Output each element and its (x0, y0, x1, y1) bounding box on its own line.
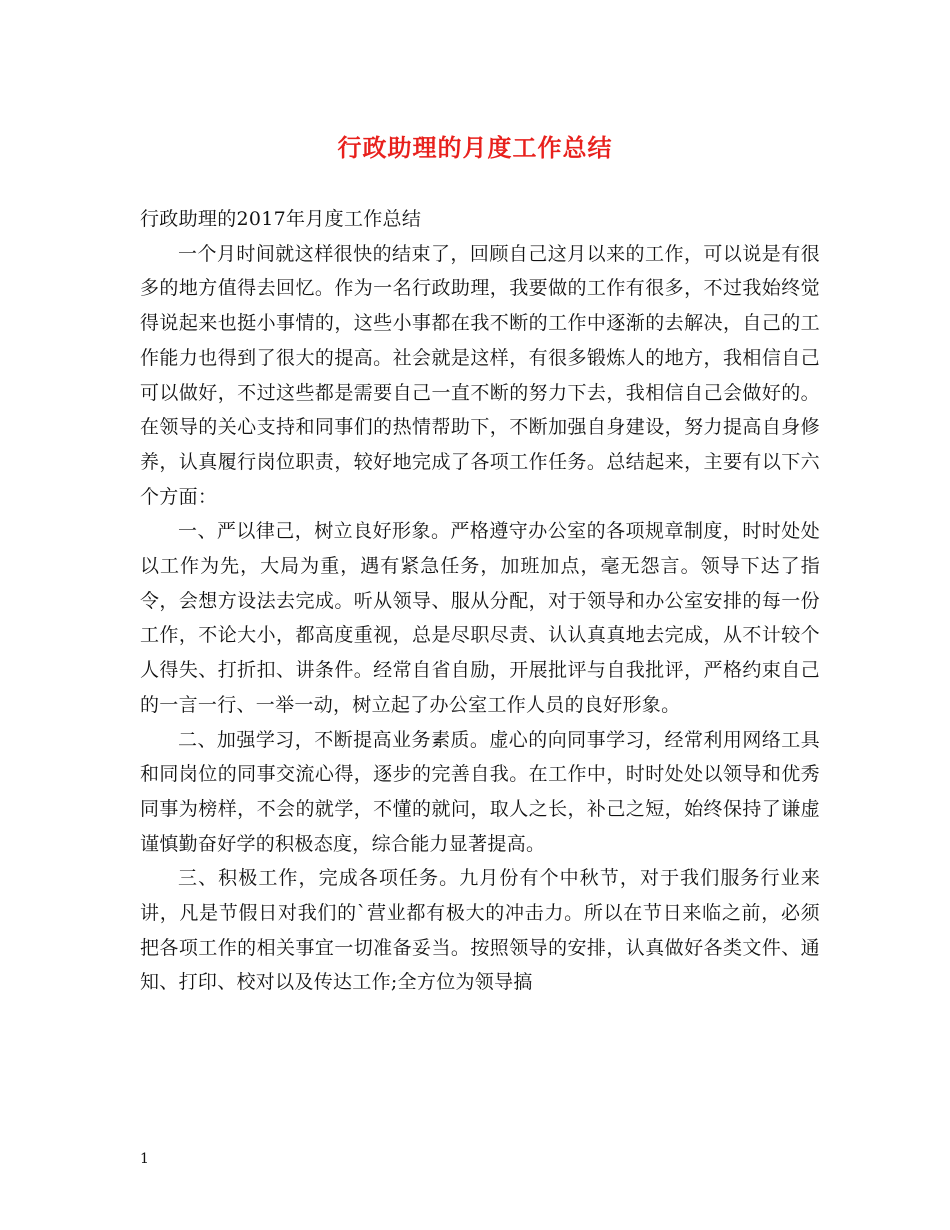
paragraph-point-two: 二、加强学习，不断提高业务素质。虚心的向同事学习，经常利用网络工具和同岗位的同事交流心得，逐步的完善自我。在工作中，时时处处以领导和优秀同事为榜样，不会的就学，不懂的就问，取人之长，补己之短，始终保持了谦虚谨慎勤奋好学的积极态度，综合能力显著提高。 (140, 728, 820, 855)
paragraph-point-one: 一、严以律己，树立良好形象。严格遵守办公室的各项规章制度，时时处处以工作为先，大局为重，遇有紧急任务，加班加点，毫无怨言。领导下达了指令，会想方设法去完成。听从领导、服从分配，对于领导和办公室安排的每一份工作，不论大小，都高度重视，总是尽职尽责、认认真真地去完成，从不计较个人得失、打折扣、讲条件。经常自省自励，开展批评与自我批评，严格约束自己的一言一行、一举一动，树立起了办公室工作人员的良好形象。 (140, 520, 820, 716)
paragraph-point-three: 三、积极工作，完成各项任务。九月份有个中秋节，对于我们服务行业来讲，凡是节假日对我们的`营业都有极大的冲击力。所以在节日来临之前，必须把各项工作的相关事宜一切准备妥当。按照领导的安排，认真做好各类文件、通知、打印、校对以及传达工作;全方位为领导搞 (140, 867, 820, 994)
page-number: 1 (140, 1151, 149, 1167)
document-title: 行政助理的月度工作总结 (337, 133, 613, 162)
document-subtitle: 行政助理的2017年月度工作总结 (140, 208, 422, 230)
document-body (140, 202, 820, 1000)
paragraph-intro: 一个月时间就这样很快的结束了，回顾自己这月以来的工作，可以说是有很多的地方值得去回忆。作为一名行政助理，我要做的工作有很多，不过我始终觉得说起来也挺小事情的，这些小事都在我不断的工作中逐渐的去解决，自己的工作能力也得到了很大的提高。社会就是这样，有很多锻炼人的地方，我相信自己可以做好，不过这些都是需要自己一直不断的努力下去，我相信自己会做好的。在领导的关心支持和同事们的热情帮助下，不断加强自身建设，努力提高自身修养，认真履行岗位职责，较好地完成了各项工作任务。总结起来，主要有以下六个方面： (140, 242, 820, 508)
